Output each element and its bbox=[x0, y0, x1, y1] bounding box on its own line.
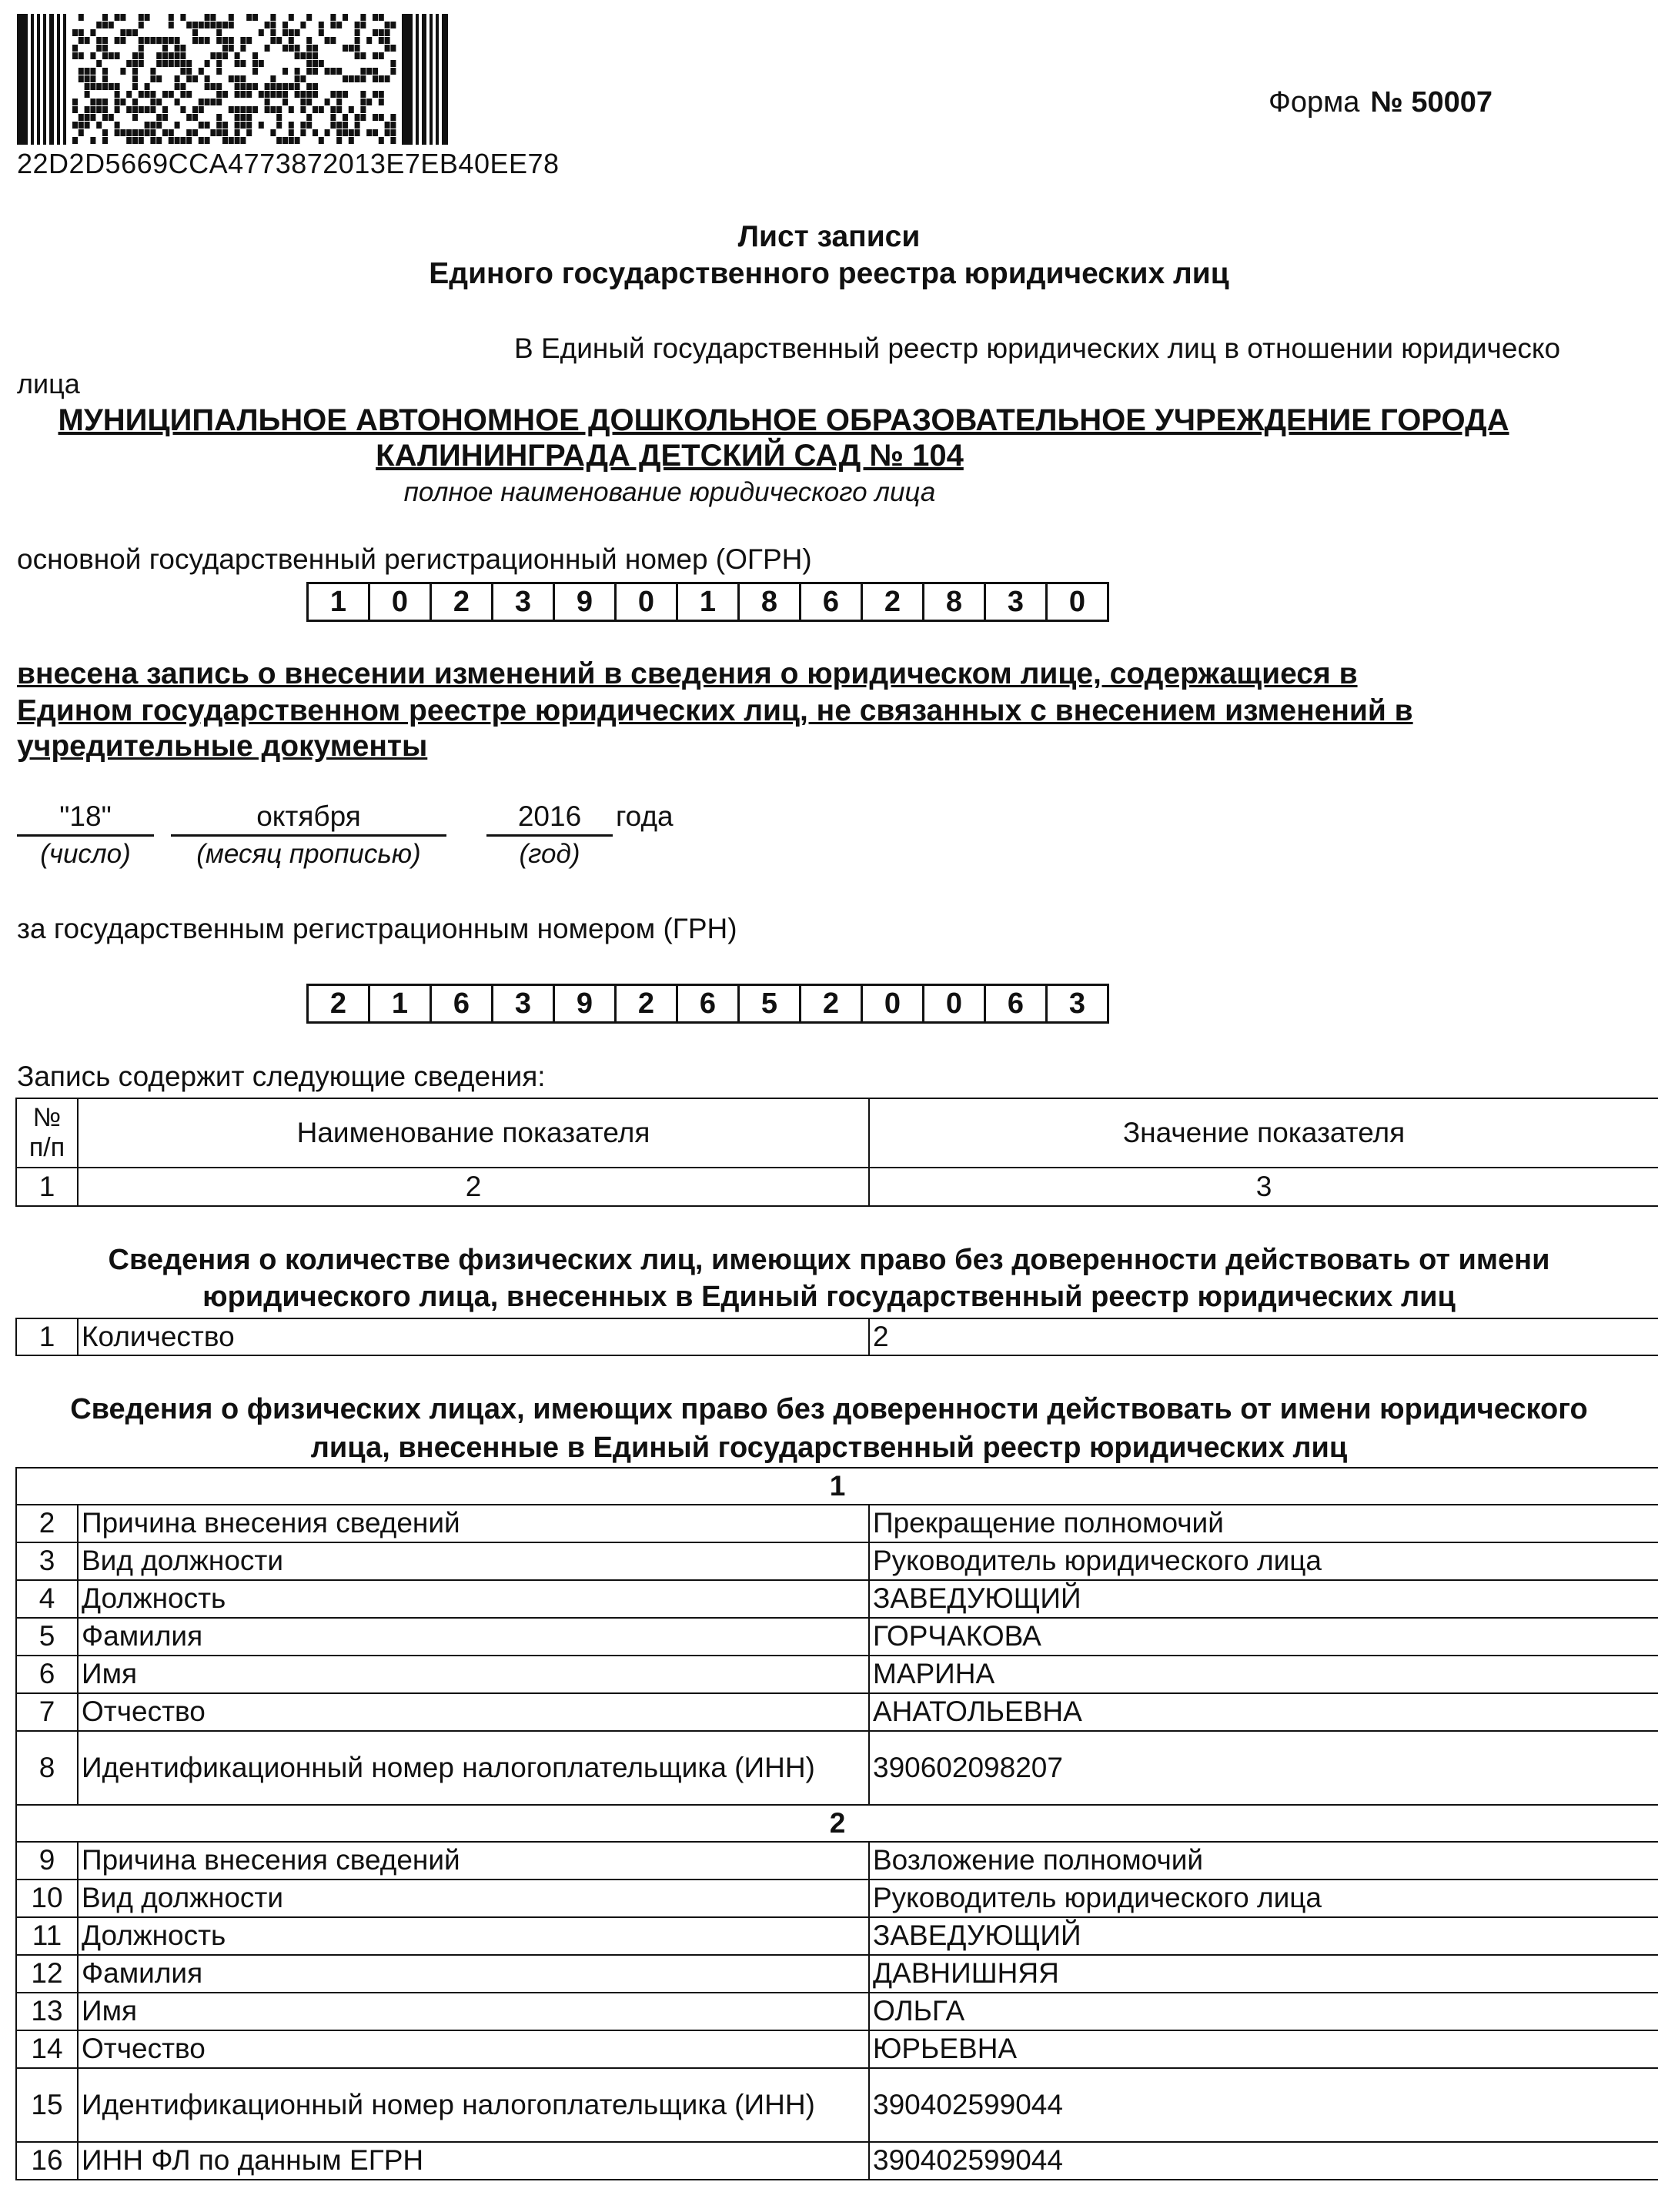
row-name: Вид должности bbox=[78, 1542, 869, 1580]
ogrn-label: основной государственный регистрационный номер (ОГРН) bbox=[17, 543, 812, 575]
row-value: 390402599044 bbox=[869, 2142, 1658, 2180]
row-value: ЮРЬЕВНА bbox=[869, 2030, 1658, 2068]
row-name: Отчество bbox=[78, 2030, 869, 2068]
intro-text: В Единый государственный реестр юридических лиц в отношении юридическо bbox=[514, 332, 1561, 364]
row-name: Имя bbox=[78, 1656, 869, 1693]
table-row bbox=[16, 1693, 1658, 1731]
row-name: Причина внесения сведений bbox=[78, 1842, 869, 1880]
digit-box: 6 bbox=[801, 584, 863, 620]
date-year: 2016 bbox=[517, 800, 582, 832]
group-row bbox=[16, 1468, 1658, 1505]
row-name: Должность bbox=[78, 1917, 869, 1955]
row-number: 16 bbox=[16, 2142, 78, 2180]
date-year-suffix: года bbox=[616, 800, 674, 832]
table-row bbox=[16, 1880, 1658, 1917]
digit-box: 3 bbox=[1068, 987, 1086, 1020]
date-month: октября bbox=[256, 800, 361, 832]
row-value: МАРИНА bbox=[869, 1656, 1658, 1693]
organization-name-line1: МУНИЦИПАЛЬНОЕ АВТОНОМНОЕ ДОШКОЛЬНОЕ ОБРАЗОВАТЕЛЬНОЕ УЧРЕЖДЕНИЕ ГОРОДА bbox=[58, 403, 1509, 437]
grn-label: за государственным регистрационным номером (ГРН) bbox=[17, 913, 737, 944]
table-row bbox=[16, 1580, 1658, 1618]
entry-text-line2: Едином государственном реестре юридических лиц, не связанных с внесением изменений в bbox=[17, 694, 1413, 727]
form-label: Форма bbox=[1269, 86, 1360, 119]
row-number: 3 bbox=[16, 1542, 78, 1580]
row-number: 13 bbox=[16, 1993, 78, 2030]
contents-label: Запись содержит следующие сведения: bbox=[17, 1061, 546, 1092]
row-name: ИНН ФЛ по данным ЕГРН bbox=[78, 2142, 869, 2180]
row-name: Вид должности bbox=[78, 1880, 869, 1917]
digit-box: 3 bbox=[493, 986, 555, 1021]
column-number-header: № п/п bbox=[16, 1098, 78, 1168]
row-value: Руководитель юридического лица bbox=[869, 1880, 1658, 1917]
row-number: 9 bbox=[16, 1842, 78, 1880]
entry-text-line1: внесена запись о внесении изменений в сведения о юридическом лице, содержащиеся в bbox=[17, 657, 1358, 690]
row-name: Имя bbox=[78, 1993, 869, 2030]
organization-name-line2: КАЛИНИНГРАДА ДЕТСКИЙ САД № 104 bbox=[376, 439, 964, 473]
row-number: 5 bbox=[16, 1618, 78, 1656]
digit-box: 6 bbox=[432, 986, 493, 1021]
row-value: Возложение полномочий bbox=[869, 1842, 1658, 1880]
row-value: АНАТОЛЬЕВНА bbox=[869, 1693, 1658, 1731]
column-value-index: 3 bbox=[869, 1168, 1658, 1206]
table-row bbox=[16, 1842, 1658, 1880]
section2-title-line2: лица, внесенные в Единый государственный реестр юридических лиц bbox=[310, 1432, 1348, 1464]
entry-text-line3: учредительные документы bbox=[17, 730, 428, 763]
row-value: 390402599044 bbox=[869, 2068, 1658, 2142]
row-number: 4 bbox=[16, 1580, 78, 1618]
row-name: Фамилия bbox=[78, 1955, 869, 1993]
table-row bbox=[16, 2142, 1658, 2180]
table-row bbox=[16, 1731, 1658, 1805]
row-name: Фамилия bbox=[78, 1618, 869, 1656]
digit-box: 2 bbox=[617, 986, 678, 1021]
row-name: Идентификационный номер налогоплательщика (ИНН) bbox=[78, 2068, 869, 2142]
date-day-line bbox=[17, 834, 154, 837]
group-row bbox=[16, 1805, 1658, 1842]
digit-box: 0 bbox=[370, 584, 432, 620]
date-year-caption: (год) bbox=[519, 839, 580, 869]
date-day-caption: (число) bbox=[40, 839, 131, 869]
ogrn-digit-boxes bbox=[306, 582, 1109, 622]
row-name: Причина внесения сведений bbox=[78, 1505, 869, 1542]
document-title: Лист записи bbox=[737, 220, 921, 253]
row-value: ЗАВЕДУЮЩИЙ bbox=[869, 1917, 1658, 1955]
digit-box: 8 bbox=[924, 584, 986, 620]
table-row bbox=[16, 2068, 1658, 2142]
document-subtitle: Единого государственного реестра юридических лиц bbox=[429, 257, 1229, 290]
digit-box: 2 bbox=[863, 584, 924, 620]
column-name-index: 2 bbox=[78, 1168, 869, 1206]
row-value: 2 bbox=[869, 1318, 1658, 1355]
row-value: Руководитель юридического лица bbox=[869, 1542, 1658, 1580]
digit-box: 9 bbox=[555, 584, 617, 620]
digit-box: 2 bbox=[309, 986, 370, 1021]
date-year-line bbox=[486, 834, 613, 837]
row-number: 7 bbox=[16, 1693, 78, 1731]
date-day: "18" bbox=[59, 800, 112, 832]
form-number bbox=[1269, 86, 1493, 119]
section2-table bbox=[15, 1467, 1658, 2180]
row-value: ГОРЧАКОВА bbox=[869, 1618, 1658, 1656]
row-number: 15 bbox=[16, 2068, 78, 2142]
digit-box: 1 bbox=[309, 584, 370, 620]
section2-title-line1: Сведения о физических лицах, имеющих право без доверенности действовать от имени юридического bbox=[70, 1393, 1588, 1425]
section1-title-line1: Сведения о количестве физических лиц, имеющих право без доверенности действовать от имени bbox=[108, 1244, 1550, 1276]
contents-header-table bbox=[15, 1098, 1658, 1207]
column-value-header: Значение показателя bbox=[869, 1098, 1658, 1168]
form-number-value: № 50007 bbox=[1370, 86, 1493, 119]
digit-box: 1 bbox=[678, 584, 740, 620]
digit-box: 1 bbox=[370, 986, 432, 1021]
date-month-line bbox=[171, 834, 446, 837]
digit-box: 3 bbox=[493, 584, 555, 620]
digit-box: 0 bbox=[617, 584, 678, 620]
digit-box: 0 bbox=[924, 986, 986, 1021]
group-number: 2 bbox=[16, 1805, 1658, 1842]
grn-digit-boxes bbox=[306, 984, 1109, 1024]
row-value: ОЛЬГА bbox=[869, 1993, 1658, 2030]
section1-title-line2: юридического лица, внесенных в Единый государственный реестр юридических лиц bbox=[202, 1281, 1456, 1313]
digit-box: 2 bbox=[432, 584, 493, 620]
row-name: Отчество bbox=[78, 1693, 869, 1731]
row-value: ЗАВЕДУЮЩИЙ bbox=[869, 1580, 1658, 1618]
table-row bbox=[16, 1656, 1658, 1693]
row-number: 1 bbox=[16, 1318, 78, 1355]
column-name-header: Наименование показателя bbox=[78, 1098, 869, 1168]
row-value: Прекращение полномочий bbox=[869, 1505, 1658, 1542]
table-row bbox=[16, 2030, 1658, 2068]
digit-box: 6 bbox=[678, 986, 740, 1021]
digit-box: 9 bbox=[555, 986, 617, 1021]
digit-box: 8 bbox=[740, 584, 801, 620]
table-row bbox=[16, 1917, 1658, 1955]
table-row bbox=[16, 1542, 1658, 1580]
row-number: 10 bbox=[16, 1880, 78, 1917]
table-row bbox=[16, 1505, 1658, 1542]
barcode-code: 22D2D5669CCA4773872013E7EB40EE78 bbox=[17, 148, 560, 179]
digit-box: 5 bbox=[740, 986, 801, 1021]
digit-box: 2 bbox=[801, 986, 863, 1021]
row-name: Должность bbox=[78, 1580, 869, 1618]
digit-box: 0 bbox=[1068, 586, 1086, 618]
table-row bbox=[16, 1993, 1658, 2030]
digit-box: 0 bbox=[863, 986, 924, 1021]
table-row bbox=[16, 1618, 1658, 1656]
column-number-index: 1 bbox=[16, 1168, 78, 1206]
barcode-image bbox=[17, 14, 452, 145]
digit-box: 3 bbox=[986, 584, 1048, 620]
row-value: 390602098207 bbox=[869, 1731, 1658, 1805]
row-number: 12 bbox=[16, 1955, 78, 1993]
row-number: 2 bbox=[16, 1505, 78, 1542]
intro-text-cont: лица bbox=[17, 368, 80, 399]
row-number: 11 bbox=[16, 1917, 78, 1955]
row-name: Идентификационный номер налогоплательщика (ИНН) bbox=[78, 1731, 869, 1805]
row-number: 6 bbox=[16, 1656, 78, 1693]
row-value: ДАВНИШНЯЯ bbox=[869, 1955, 1658, 1993]
row-number: 8 bbox=[16, 1731, 78, 1805]
row-name: Количество bbox=[78, 1318, 869, 1355]
date-month-caption: (месяц прописью) bbox=[196, 839, 421, 869]
organization-name-caption: полное наименование юридического лица bbox=[403, 477, 936, 507]
table-row bbox=[16, 1318, 1658, 1355]
row-number: 14 bbox=[16, 2030, 78, 2068]
group-number: 1 bbox=[16, 1468, 1658, 1505]
table-row bbox=[16, 1955, 1658, 1993]
section1-table bbox=[15, 1318, 1658, 1356]
digit-box: 6 bbox=[986, 986, 1048, 1021]
